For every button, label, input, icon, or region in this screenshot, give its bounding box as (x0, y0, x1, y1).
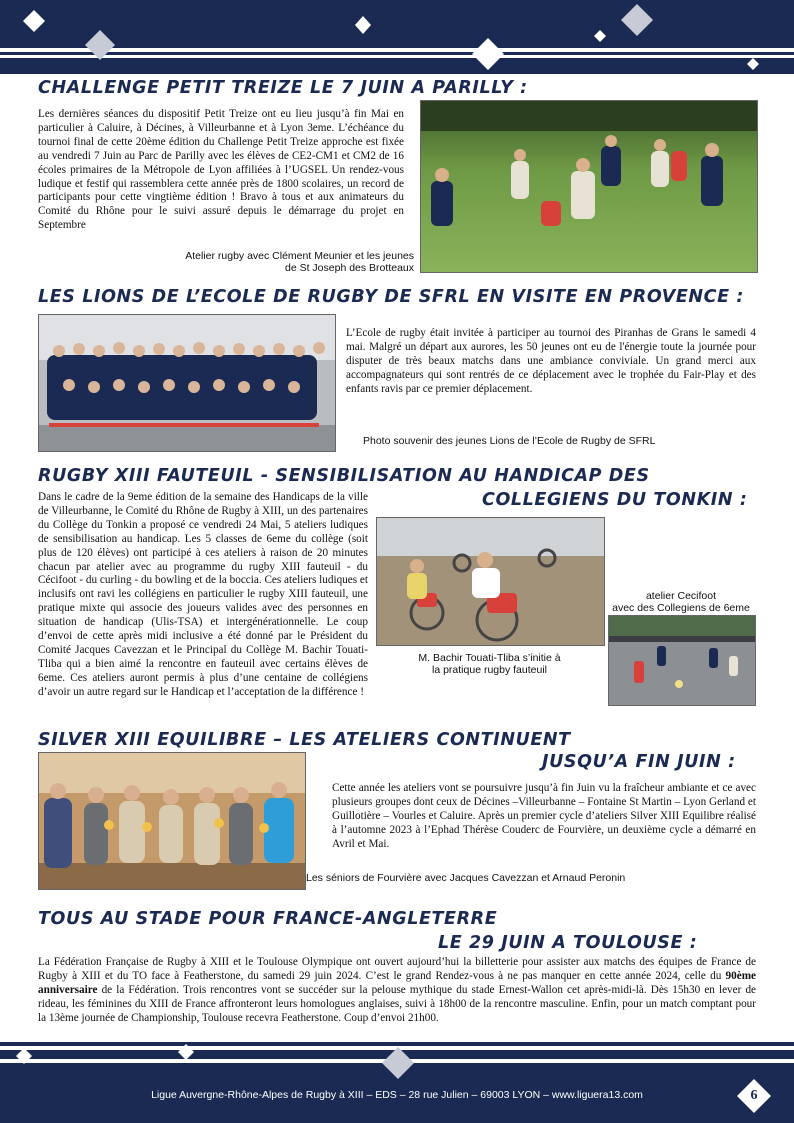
caption-line: M. Bachir Touati-Tliba s’initie à (418, 652, 561, 664)
section-title-petit-treize: CHALLENGE PETIT TREIZE LE 7 JUIN A PARILLY : (38, 78, 528, 98)
text-bold: 90ème anniversaire (38, 969, 756, 996)
photo-rugby-workshop (420, 100, 758, 273)
section-text-petit-treize: Les dernières séances du dispositif Petit Treize ont eu lieu jusqu’à fin Mai en particulier à Caluire, à Décines, à Villeurbanne et à Lyon 3eme. L’échéance du tournoi final de cette 20ème édition du Challenge Petit Treize approche est fixée au vendredi 7 Juin au Parc de Parilly avec les élèves de CE2-CM1 et CM2 de 16 écoles primaires de la Métropole de Lyon affiliées à l’UGSEL Un rendez-vous ludique et festif qui rassemblera cette année près de 1800 scolaires, un record de participants pour cette vingtième édition ! Bravo à tous et aux animateurs du Comité du Rhône pour le suivi assuré depuis le démarrage du projet en Septembre (38, 108, 404, 232)
section-text-lions-sfrl: L’Ecole de rugby était invitée à participer au tournoi des Piranhas de Grans le samedi 4 mai. Malgré un départ aux aurores, les 50 jeunes ont eu de l'énergie toute la journée pour disputer de très beaux matchs dans une ambiance conviviale. Un grand merci aux accompagnateurs qui sont rentrés de ce déplacement avec le trophée du Fair-Play et des enfants ravis par ce premier déplacement. (346, 327, 756, 395)
caption-seniors: Les séniors de Fourvière avec Jacques Cavezzan et Arnaud Peronin (306, 872, 626, 884)
section-title-france-angleterre-line2: LE 29 JUIN A TOULOUSE : (438, 933, 698, 953)
footer-address: Ligue Auvergne-Rhône-Alpes de Rugby à XIII – EDS – 28 rue Julien – 69003 LYON – www.liguera13.com (151, 1089, 643, 1101)
photo-wheelchair-rugby (376, 517, 605, 646)
section-title-fauteuil: RUGBY XIII FAUTEUIL - SENSIBILISATION AU HANDICAP DES (38, 466, 650, 486)
caption-wheelchair-rugby (376, 652, 603, 676)
section-title-silver-line2: JUSQU’A FIN JUIN : (542, 752, 736, 772)
caption-petit-treize (130, 250, 414, 274)
section-title-lions-sfrl: LES LIONS DE L’ECOLE DE RUGBY DE SFRL EN VISITE EN PROVENCE : (38, 287, 744, 307)
caption-line: avec des Collegiens de 6eme (612, 602, 750, 614)
caption-lions-sfrl: Photo souvenir des jeunes Lions de l’Ecole de Rugby de SFRL (363, 435, 656, 447)
section-title-france-angleterre: TOUS AU STADE POUR FRANCE-ANGLETERRE (38, 909, 498, 929)
photo-cecifoot (608, 615, 756, 706)
section-title-fauteuil-line2: COLLEGIENS DU TONKIN : (482, 490, 748, 510)
section-text-fauteuil: Dans le cadre de la 9eme édition de la semaine des Handicaps de la ville de Villeurbanne, le Comité du Rhône de Rugby à XIII, un des partenaires du Collège du Tonkin a proposé ce vendredi 24 Mai, 5 ateliers ludiques de sensibilisation au handicap. Les 5 classes de 6eme du collège (soit plus de 120 élèves) ont participé à ces ateliers à raison de 20 minutes chacun par atelier avec au programme du rugby XIII fauteuil - du Cécifoot - du curling - du bowling et de la boccia. Ces ateliers ludiques et inclusifs ont ravi les collégiens en particulier le rugby XIII fauteuil, une pratique mixte qui associe des joueurs valides avec des personnes en situation de handicap (Ulis-TSA) et intergénérationnelle. Le coup d’envoi de cette après midi inclusive a été donné par le Président du Comité Jacques Cavezzan et le Principal du Collège M. Bachir Touati-Tliba qui a bien aimé la rencontre en fauteuil avec certains élèves de 6eme. Ces ateliers auront permis à plus d’une centaine de collégiens d’avoir un autre regard sur le Handicap et l’acceptation de la différence ! (38, 491, 368, 698)
caption-line: Atelier rugby avec Clément Meunier et les jeunes (185, 250, 414, 262)
page-number: 6 (750, 1088, 758, 1103)
photo-seniors (38, 752, 306, 890)
section-text-silver: Cette année les ateliers vont se poursuivre jusqu’à fin Juin vu la fraîcheur ambiante et ce avec plusieurs groupes dont ceux de Décines –Villeurbanne – Fontaine St Martin – Lyon Gerland et Guillotière – Vourles et Caluire. Après un premier cycle d’ateliers Silver XIII Equilibre réalisé à l’automne 2023 à l’Ephad Thérèse Couderc de Fourvière, un deuxième cycle a démarré en Avril et Mai. (332, 782, 756, 850)
section-text-france-angleterre (38, 956, 756, 1026)
photo-team-lions (38, 314, 336, 452)
section-title-silver: SILVER XIII EQUILIBRE – LES ATELIERS CONTINUENT (38, 730, 571, 750)
text-run: La Fédération Française de Rugby à XIII et le Toulouse Olympique ont ouvert aujourd’hui la billetterie pour assister aux matchs des équipes de France de Rugby à XIII et du TO face à Featherstone, du samedi 29 juin 2024. C’est le grand Rendez-vous à ne pas manquer en cette année 2024, celle du (38, 956, 756, 982)
header-band (0, 0, 794, 76)
caption-cecifoot (606, 590, 756, 614)
caption-line: la pratique rugby fauteuil (432, 664, 547, 676)
caption-line: atelier Cecifoot (645, 590, 717, 602)
footer-band (0, 1042, 794, 1123)
text-run: de la Fédération. Trois rencontres vont se succéder sur la pelouse mythique du stade Ernest-Wallon cet après-midi-là. Dès 15h30 en lever de rideau, les féminines du XIII de France affronteront leurs homologues anglaises, suivi à 18h00 de la rencontre masculine. Enfin, pour un match comptant pour la 13ème journée de Championship, Toulouse recevra Featherstone. Coup d’envoi 21h00. (38, 983, 756, 1024)
caption-line: de St Joseph des Brotteaux (285, 262, 414, 274)
